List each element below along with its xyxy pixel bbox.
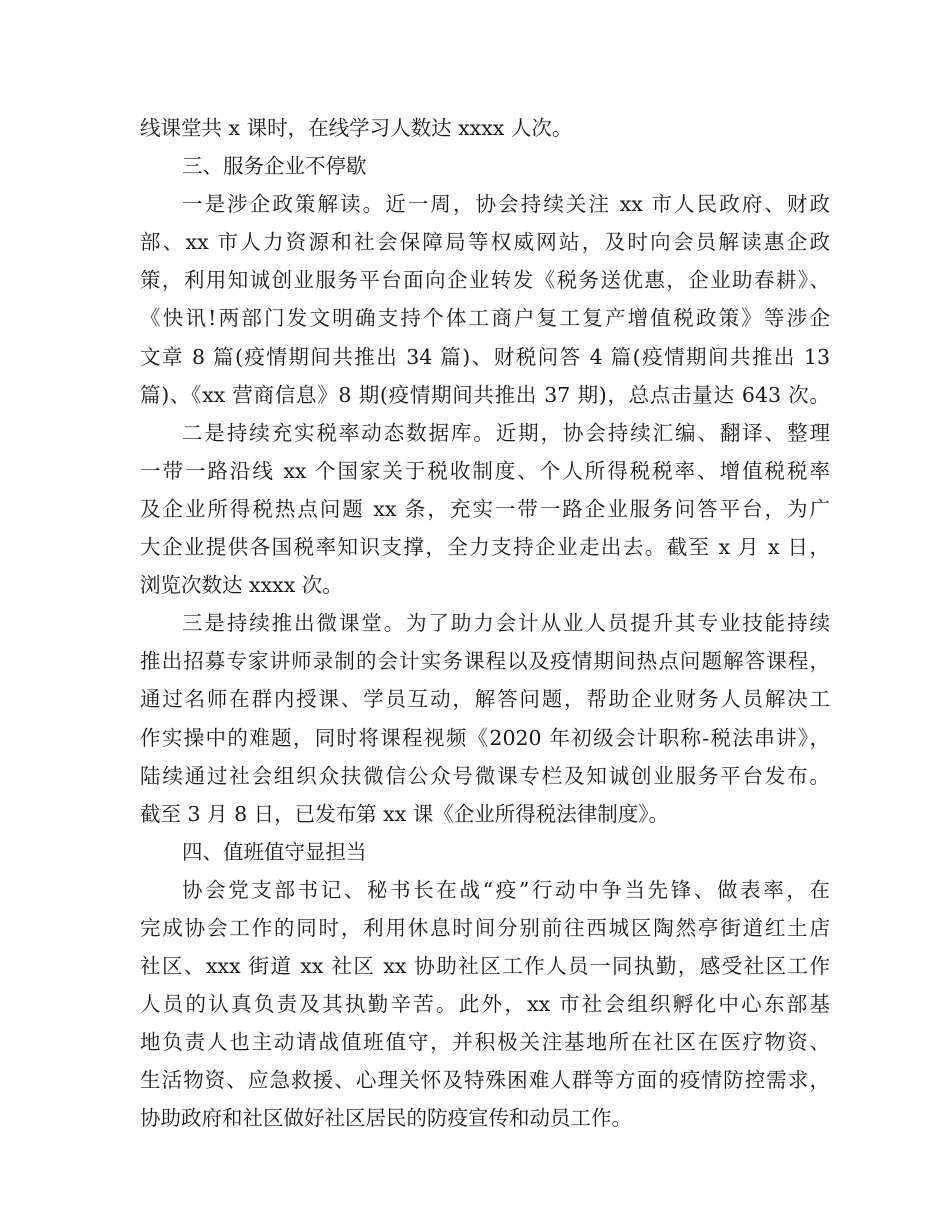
text-line: 浏览次数达 xxxx 次。 bbox=[140, 573, 343, 598]
text-line: 协会党支部书记、秘书长在战“疫”行动中争当先锋、做表率，在 bbox=[182, 877, 830, 902]
text-line: 一是涉企政策解读。近一周，协会持续关注 xx 市人民政府、财政 bbox=[182, 192, 830, 217]
text-line: 部、xx 市人力资源和社会保障局等权威网站，及时向会员解读惠企政 bbox=[140, 230, 830, 255]
text-line: 线课堂共 x 课时，在线学习人数达 xxxx 人次。 bbox=[140, 116, 573, 140]
document-page bbox=[140, 109, 830, 1138]
text-line: 三、服务企业不停歇 bbox=[182, 154, 367, 179]
text-line: 陆续通过社会组织众扶微信公众号微课专栏及知诚创业服务平台发布。 bbox=[140, 763, 830, 788]
text-line: 三是持续推出微课堂。为了助力会计从业人员提升其专业技能持续 bbox=[182, 611, 830, 636]
text-line: 完成协会工作的同时，利用休息时间分别前往西城区陶然亭街道红土店 bbox=[140, 915, 830, 940]
text-line: 文章 8 篇(疫情期间共推出 34 篇)、财税问答 4 篇(疫情期间共推出 13 bbox=[140, 344, 830, 369]
text-line: 人员的认真负责及其执勤辛苦。此外，xx 市社会组织孵化中心东部基 bbox=[140, 992, 830, 1017]
text-line: 及企业所得税热点问题 xx 条，充实一带一路企业服务问答平台，为广 bbox=[140, 496, 830, 521]
text-line: 《快讯!两部门发文明确支持个体工商户复工复产增值税政策》等涉企 bbox=[140, 306, 830, 331]
text-line: 四、值班值守显担当 bbox=[182, 839, 367, 864]
text-line: 二是持续充实税率动态数据库。近期，协会持续汇编、翻译、整理 bbox=[182, 420, 830, 445]
text-line: 篇)、《xx 营商信息》8 期(疫情期间共推出 37 期)，总点击量达 643 次。 bbox=[140, 382, 830, 407]
text-line: 推出招募专家讲师录制的会计实务课程以及疫情期间热点问题解答课程， bbox=[140, 649, 830, 674]
text-line: 大企业提供各国税率知识支撑，全力支持企业走出去。截至 x 月 x 日， bbox=[140, 535, 830, 560]
text-line: 社区、xxx 街道 xx 社区 xx 协助社区工作人员一同执勤，感受社区工作 bbox=[140, 954, 830, 979]
text-line: 生活物资、应急救援、心理关怀及特殊困难人群等方面的疫情防控需求， bbox=[140, 1068, 830, 1093]
text-line: 策，利用知诚创业服务平台面向企业转发《税务送优惠，企业助春耕》、 bbox=[140, 268, 830, 293]
text-line: 作实操中的难题，同时将课程视频《2020 年初级会计职称-税法串讲》， bbox=[140, 725, 830, 750]
text-line: 地负责人也主动请战值班值守，并积极关注基地所在社区在医疗物资、 bbox=[140, 1030, 830, 1055]
text-line: 协助政府和社区做好社区居民的防疫宣传和动员工作。 bbox=[140, 1106, 632, 1131]
text-line: 截至 3 月 8 日，已发布第 xx 课《企业所得税法律制度》。 bbox=[140, 801, 670, 826]
document-body bbox=[140, 109, 830, 1138]
text-line: 一带一路沿线 xx 个国家关于税收制度、个人所得税税率、增值税税率 bbox=[140, 458, 830, 483]
text-line: 通过名师在群内授课、学员互动，解答问题，帮助企业财务人员解决工 bbox=[140, 687, 830, 712]
